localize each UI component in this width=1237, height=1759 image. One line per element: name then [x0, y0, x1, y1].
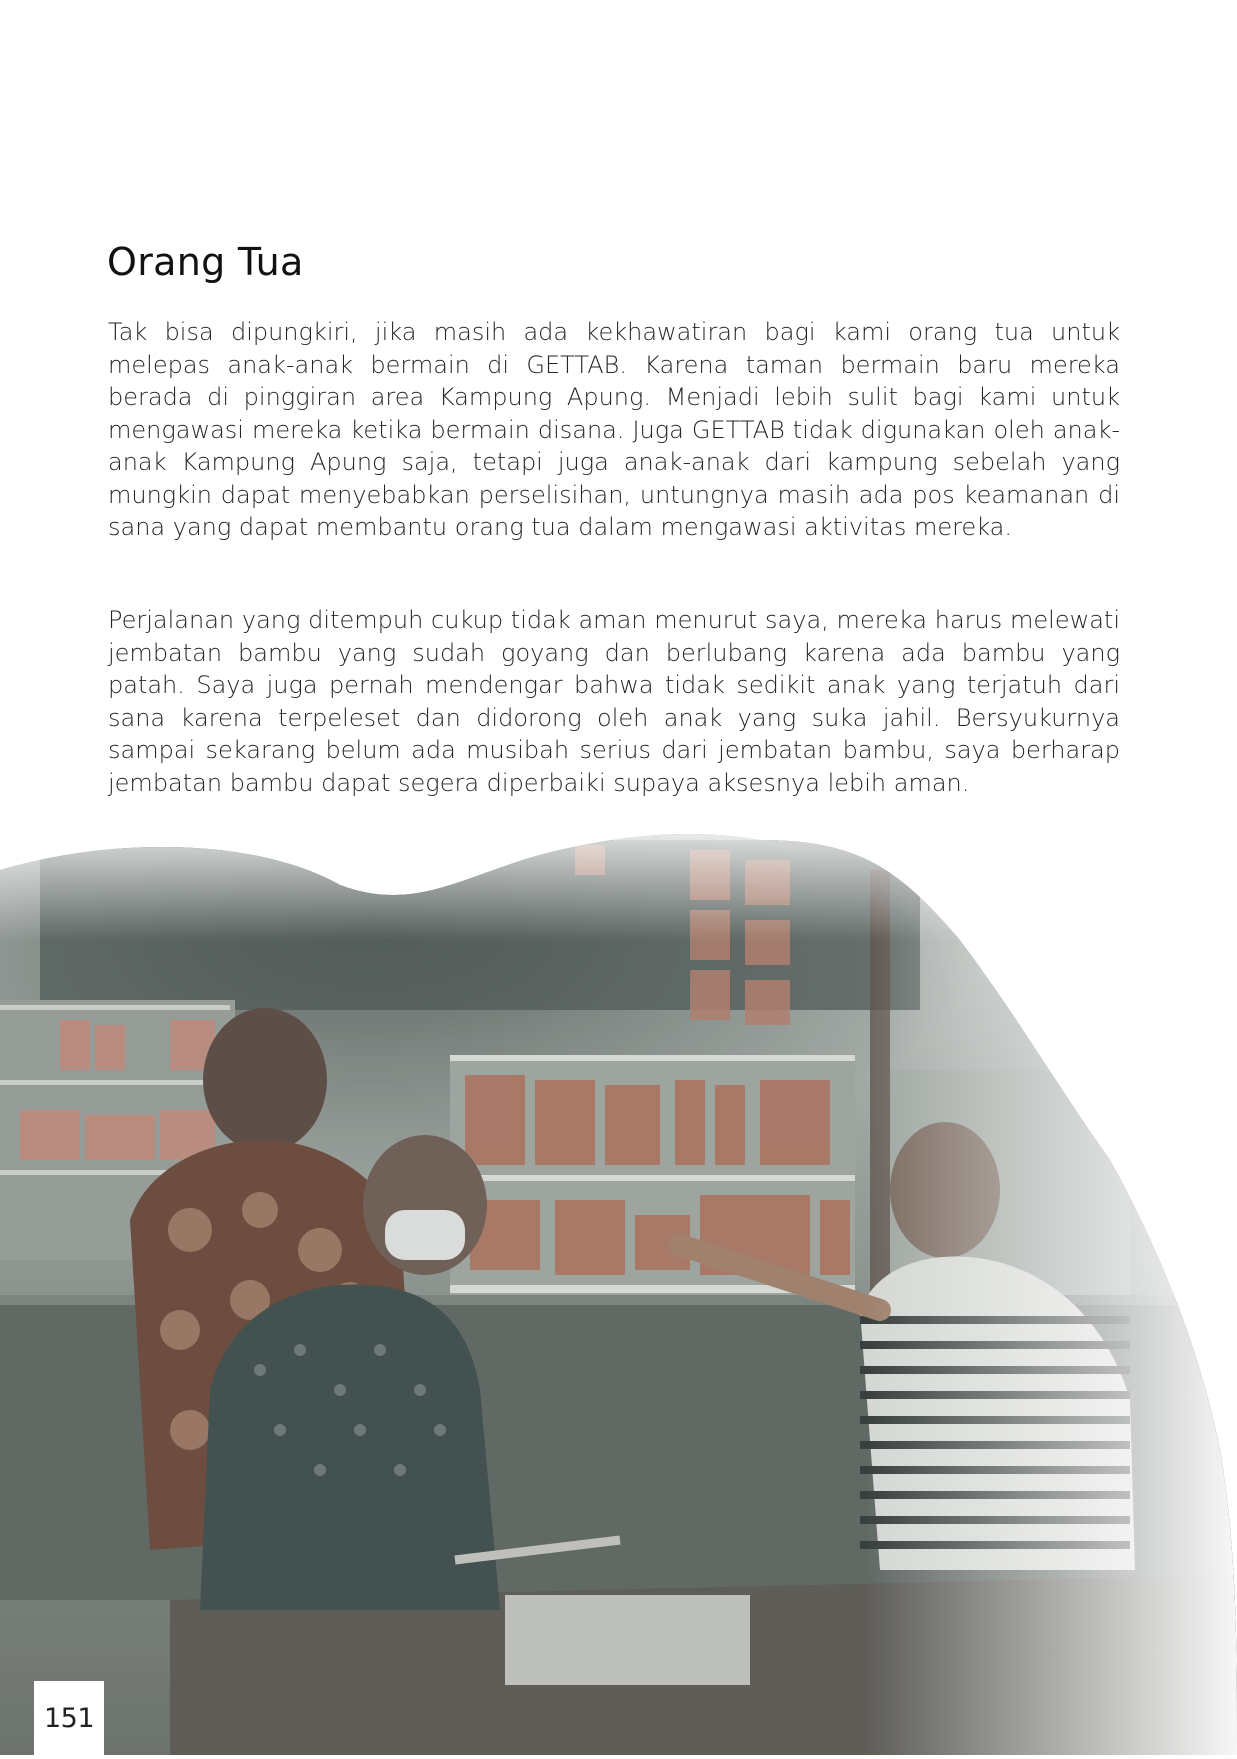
- body-paragraph-1: Tak bisa dipungkiri, jika masih ada kekhawatiran bagi kami orang tua untuk melepas anak-anak bermain di GETTAB. Karena taman bermain baru mereka berada di pinggiran area Kampung Apung. Menjadi lebih sulit bagi kami untuk mengawasi mereka ketika bermain disana. Juga GETTAB tidak digunakan oleh anak-anak Kampung Apung saja, tetapi juga anak-anak dari kampung sebelah yang mungkin dapat menyebabkan perselisihan, untungnya masih ada pos keamanan di sana yang dapat membantu orang tua dalam mengawasi aktivitas mereka.: [108, 318, 1120, 541]
- page-title: Orang Tua: [107, 240, 304, 284]
- body-paragraph-2: Perjalanan yang ditempuh cukup tidak aman menurut saya, mereka harus melewati jembatan bambu yang sudah goyang dan berlubang karena ada bambu yang patah. Saya juga pernah mendengar bahwa tidak sedikit anak yang terjatuh dari sana karena terpeleset dan didorong oleh anak yang suka jahil. Bersyukurnya sampai sekarang belum ada musibah serius dari jembatan bambu, saya berharap jembatan bambu dapat segera diperbaiki supaya aksesnya lebih aman.: [108, 606, 1120, 797]
- market-stall-photo: [0, 830, 1237, 1755]
- page-number: 151: [43, 1702, 95, 1734]
- page-number-box: [34, 1681, 104, 1755]
